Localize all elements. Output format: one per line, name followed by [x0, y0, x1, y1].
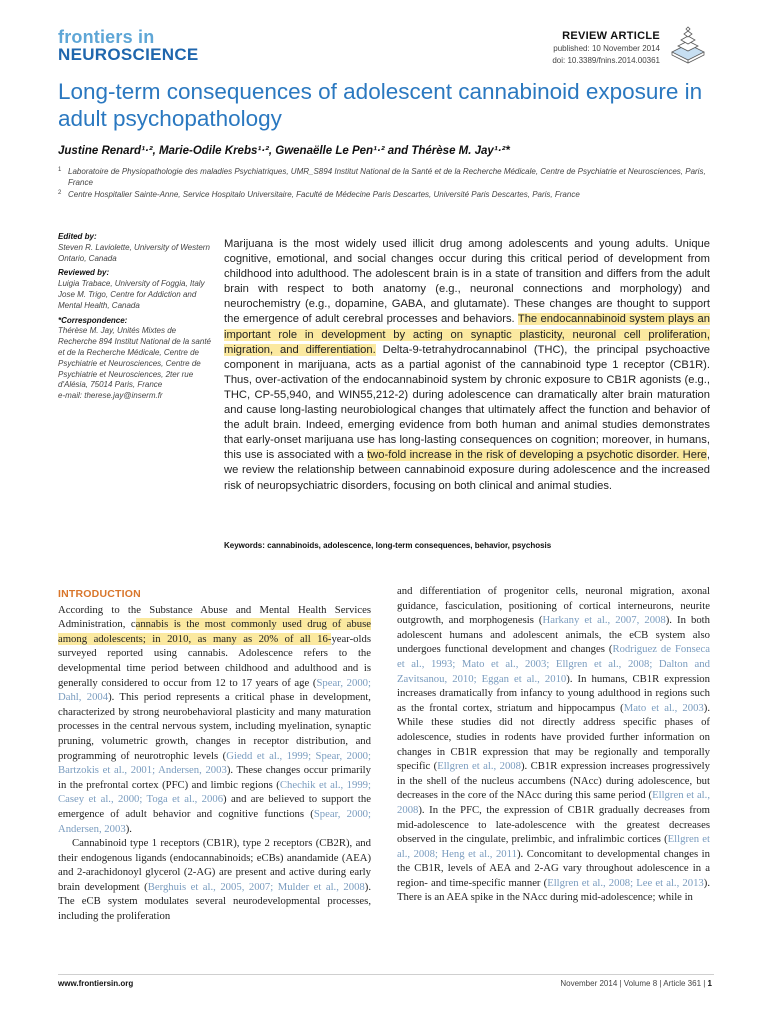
affiliations — [58, 166, 718, 201]
abstract-highlight: The endocannabinoid system plays an important role in development by acting on synaptic plasticity, neuronal cell proliferation, migration, and differentiation. — [224, 313, 711, 356]
edited-by-label: Edited by: — [58, 232, 97, 241]
text: ). These changes occur primarily in the prefrontal cortex (PFC) and limbic regions ( — [58, 764, 371, 791]
citation-link[interactable]: Giedd et al., 1999; Spear, 2000; Bartzokis et al., 2001; Andersen, 2003 — [58, 749, 371, 777]
citation-link[interactable]: Ellgren et al., 2008 — [397, 789, 710, 816]
abstract — [224, 237, 710, 494]
issue-info: November 2014 | Volume 8 | Article 361 | — [560, 979, 708, 988]
published-date: published: 10 November 2014 — [553, 44, 660, 53]
affiliation-number: 1 — [58, 167, 62, 173]
body-column-left — [58, 587, 371, 924]
text: ). There is an AEA spike in the NAcc during mid-adolescence; while in — [397, 876, 711, 904]
citation-link[interactable]: Rodriguez de Fonseca et al., 1993; Mato et al., 2003; Ellgren et al., 2008; Dalton and Zavitsanou, 2010; Eggan et al., 2010 — [397, 643, 710, 685]
journal-logo-top: frontiers in — [58, 27, 155, 47]
text: ). Concomitant to developmental changes in the CB1R, levels of AEA and 2-AG vary throughout adolescence in a region- and time-specific manner ( — [397, 847, 710, 889]
paragraph — [397, 584, 710, 905]
journal-logo — [58, 28, 199, 64]
citation-link[interactable]: Spear, 2000; Dahl, 2004 — [58, 676, 371, 704]
text: ). While these studies did not directly address specific phases of adolescence, studies in rodents have provided further information on changes in CB1R expression that may be regionally and temporally specific ( — [397, 701, 710, 773]
reviewed-by-label: Reviewed by: — [58, 268, 110, 278]
text: ). — [125, 822, 132, 835]
journal-mark-icon — [666, 24, 710, 64]
affiliation-text: Centre Hospitalier Sainte-Anne, Service Hospitalo Universitaire, Faculté de Médecine Paris Descartes, Université Paris Descartes, Paris, France — [68, 190, 580, 199]
citation-link[interactable]: Chechik et al., 1999; Casey et al., 2000; Toga et al., 2006 — [58, 778, 371, 806]
paragraph — [58, 603, 371, 837]
text: and differentiation of progenitor cells, neuronal migration, axonal guidance, fasciculation, positioning of cortical interneurons, neurite outgrowth, and morphogenesis ( — [397, 585, 710, 627]
doi: doi: 10.3389/fnins.2014.00361 — [552, 56, 660, 65]
page-number: 1 — [707, 979, 712, 988]
text: ). In the PFC, the expression of CB1R gradually decreases from mid-adolescence to late-adolescence with the greatest decreases observed in the cingulate, prelimbic, and infralimbic cortices ( — [397, 803, 710, 846]
section-heading: INTRODUCTION — [58, 588, 141, 600]
article-type: REVIEW ARTICLE — [562, 30, 660, 42]
paragraph — [58, 836, 371, 924]
text: ). In both adolescent humans and adolescent animals, the eCB system also undergoes functional development and changes ( — [397, 614, 710, 656]
text: ). The eCB system modulates several neurodevelopmental processes, including the proliferation — [58, 880, 371, 923]
article-title: Long-term consequences of adolescent cannabinoid exposure in adult psychopathology — [58, 79, 703, 131]
text: year-olds surveyed reported using cannabis. Adolescence refers to the developmental time period between childhood and adulthood and is generally considered to occur from 12 to 17 years of age ( — [58, 632, 371, 689]
keywords: Keywords: cannabinoids, adolescence, long-term consequences, behavior, psychosis — [224, 541, 552, 550]
text: ). In humans, CB1R expression increases dramatically from infancy to young adulthood in regions such as the frontal cortex, striatum and hippocampus ( — [397, 672, 710, 714]
abstract-text: , we review the relationship between cannabinoid exposure during adolescence and the increased risk of neuropsychiatric disorders, focusing on both clinical and animal studies. — [224, 449, 710, 492]
footer-info — [560, 979, 712, 988]
affiliation-text: Laboratoire de Physiopathologie des maladies Psychiatriques, UMR_S894 Institut National de la Santé et de la Recherche Médicale, Centre de Psychiatrie et Neurosciences, Paris, France — [68, 167, 706, 187]
footer-divider — [58, 974, 714, 975]
abstract-highlight: two-fold increase in the risk of developing a psychotic disorder. Here — [367, 449, 707, 462]
text: ) and are believed to support the emergence of adult behavior and cognitive functions ( — [58, 793, 371, 820]
author-list: Justine Renard¹·², Marie-Odile Krebs¹·², Gwenaëlle Le Pen¹·² and Thérèse M. Jay¹·²* — [58, 145, 510, 157]
citation-link[interactable]: Mato et al., 2003 — [623, 701, 704, 714]
correspondence-address: Thérèse M. Jay, Unités Mixtes de Recherche 894 Institut National de la santé et de la Recherche Médicale, Centre de Psychiatrie et Neurosciences, Centre de Psychiatrie et Neurosciences, 2ter rue d'Alésia, 75014 Paris, France — [58, 326, 211, 390]
editorial-sidebar — [58, 232, 216, 402]
reviewer-1: Luigia Trabace, University of Foggia, Italy — [58, 279, 205, 289]
affiliation-2 — [58, 189, 718, 200]
correspondence-label: *Correspondence: — [58, 315, 128, 325]
citation-link[interactable]: Berghuis et al., 2005, 2007; Mulder et al., 2008 — [147, 880, 365, 893]
editor-name: Steven R. Laviolette, University of Western Ontario, Canada — [58, 242, 210, 263]
abstract-text: Marijuana is the most widely used illicit drug among adolescents and young adults. Unique cognitive, emotional, and social changes occur during this critical period of development from childhood into adulthood. The adolescent brain is in a state of transition and differs from the adult brain with respect to both anatomy (e.g., neuronal connections and morphology) and neurochemistry (e.g., dopamine, GABA, and glutamate). These changes are thought to support the emergence of adult cerebral processes and behaviors. — [224, 238, 710, 326]
citation-link[interactable]: Ellgren et al., 2008 — [437, 760, 521, 773]
affiliation-number: 2 — [58, 190, 62, 196]
journal-logo-bottom: NEUROSCIENCE — [58, 45, 199, 64]
citation-link[interactable]: Ellgren et al., 2008; Lee et al., 2013 — [547, 876, 704, 889]
reviewer-2: Jose M. Trigo, Centre for Addiction and Mental Health, Canada — [58, 289, 197, 310]
text-highlight: annabis is the most commonly used drug of abuse among adolescents; in 2010, as many as 20% of all 16- — [58, 618, 371, 645]
text: ). CB1R expression increases progressively in the shell of the nucleus accumbens (NAcc) during adolescence, but decreases in the core of the NAcc during this same period ( — [397, 760, 710, 802]
text: According to the Substance Abuse and Mental Health Services Administration, c — [58, 603, 371, 631]
journal-url[interactable]: www.frontiersin.org — [58, 979, 134, 988]
abstract-text: Delta-9-tetrahydrocannabinol (THC), the principal psychoactive component in marijuana, acts as a partial agonist of the cannabinoid type 1 receptor (CB1R). Thus, over-activation of the endocannabinoid system by chronic exposure to CB1R agonists (e.g., THC, CP-55,940, and WIN55,212-2) during adolescence can dramatically alter brain maturation and cause long-lasting neurobiological changes that ultimately affect the function and behavior of the adult brain. Indeed, emerging evidence from both human and animal studies demonstrates that early-onset marijuana use has long-lasting consequences on cognition; moreover, in humans, this use is associated with a — [224, 343, 711, 462]
citation-link[interactable]: Spear, 2000; Andersen, 2003 — [58, 807, 371, 835]
body-column-right — [397, 584, 710, 905]
citation-link[interactable]: Harkany et al., 2007, 2008 — [542, 614, 666, 627]
publication-info — [552, 30, 660, 66]
correspondence-email[interactable]: e-mail: therese.jay@inserm.fr — [58, 391, 163, 401]
citation-link[interactable]: Ellgren et al., 2008; Heng et al., 2011 — [397, 833, 711, 860]
affiliation-1 — [58, 166, 718, 188]
text: Cannabinoid type 1 receptors (CB1R), type 2 receptors (CB2R), and their endogenous ligands (endocannabinoids; eCBs) anandamide (AEA) and 2-arachidonoyl glycerol (2-AG) are present and active during early brain development ( — [58, 837, 371, 893]
text: ). This period represents a critical phase in development, characterized by strong neurobehavioral plasticity and many maturation processes in the central nervous system, including myelination, synaptic pruning, volumetric growth, changes in receptor distribution, and programming of neurotrophic levels ( — [58, 691, 371, 762]
